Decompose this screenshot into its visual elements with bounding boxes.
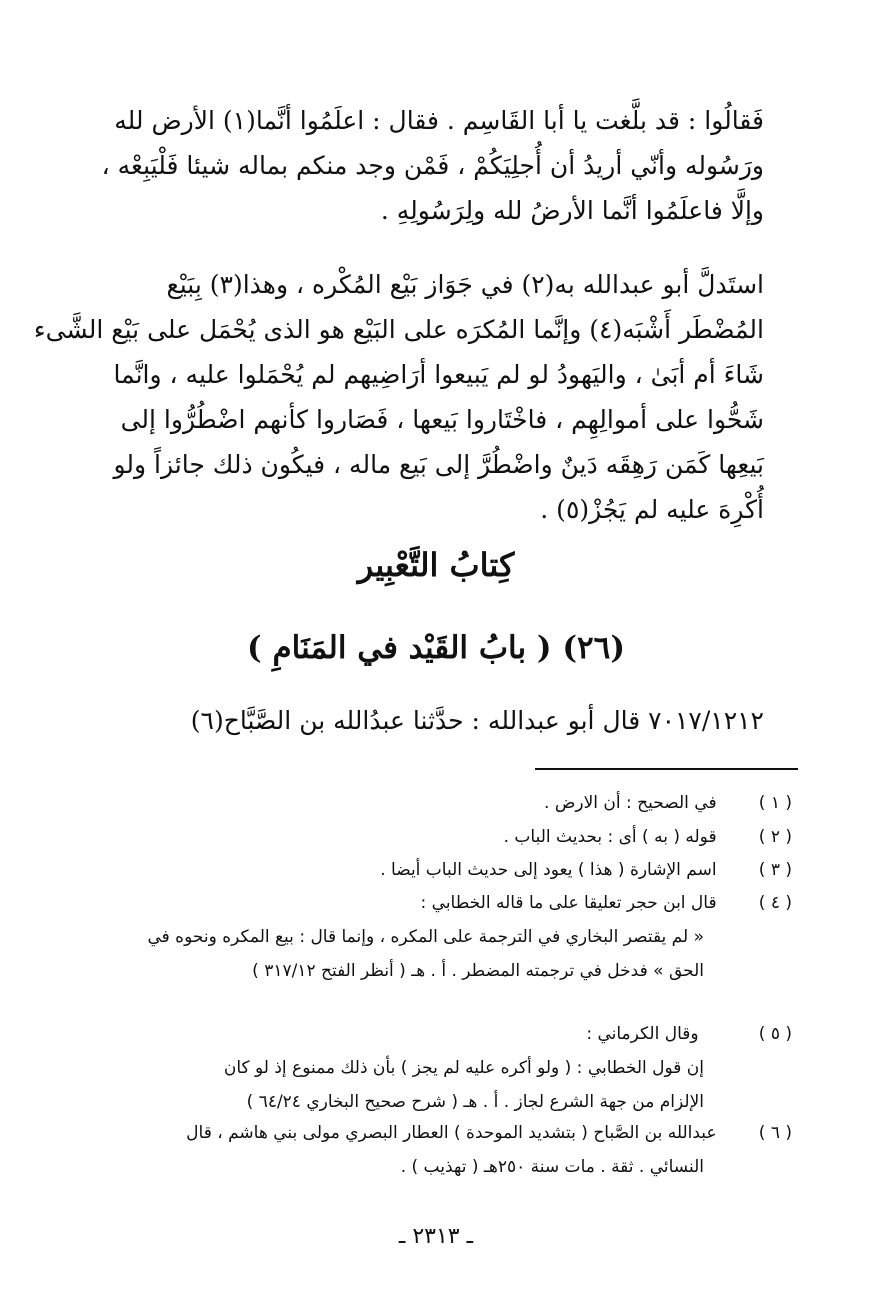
text-line: بَيعِها كَمَن رَهِقَه دَينٌ واضْطُرَّ إلى بَيع ماله ، فيكُون ذلك جائزاً ولو bbox=[113, 450, 764, 479]
footnote-text: « لم يقتصر البخاري في الترجمة على المكره ، وإنما قال : بيع المكره ونحوه في bbox=[147, 927, 704, 947]
footnote-text: قال ابن حجر تعليقا على ما قاله الخطابي : bbox=[420, 893, 717, 913]
footnote-number: ( ٣ ) bbox=[758, 860, 792, 880]
footnote-number: ( ٢ ) bbox=[758, 827, 792, 847]
chapter-title: (٢٦) ( بابُ القَيْد في المَنَامِ ) bbox=[247, 630, 625, 666]
footnote-number: ( ٥ ) bbox=[758, 1024, 792, 1044]
text-line: استَدلَّ أبو عبدالله به(٢) في جَوَاز بَيْع المُكْره ، وهذا(٣) بِبَيْع bbox=[166, 270, 764, 299]
body-paragraph-1 bbox=[101, 98, 764, 233]
footnote-number: ( ٤ ) bbox=[758, 893, 792, 913]
footnote-text: الإلزام من جهة الشرع لجاز . أ . هـ ( شرح صحيح البخاري ٦٤/٢٤ ) bbox=[246, 1092, 704, 1112]
footnote-text: النسائي . ثقة . مات سنة ٢٥٠هـ ( تهذيب ) . bbox=[400, 1157, 704, 1177]
hadith-isnad-line: ٧٠١٧/١٢١٢ قال أبو عبدالله : حدَّثنا عبدُالله بن الصَّبَّاح(٦) bbox=[190, 706, 764, 735]
footnote-text: الحق » فدخل في ترجمته المضطر . أ . هـ ( أنظر الفتح ٣١٧/١٢ ) bbox=[252, 961, 704, 981]
footnote-6 bbox=[108, 1116, 792, 1184]
text-line: شَاءَ أم أبَىٰ ، واليَهودُ لو لم يَبيعوا أرَاضِيهم لم يُحْمَلوا عليه ، وانَّما bbox=[113, 360, 764, 389]
footnote-text: إن قول الخطابي : ( ولو أكره عليه لم يجز ) بأن ذلك ممنوع إذ لو كان bbox=[223, 1058, 704, 1078]
page-number: ـ ٢٣١٣ ـ bbox=[398, 1224, 474, 1249]
footnote-text: وقال الكرماني : bbox=[586, 1024, 699, 1044]
text-line: شَحُّوا على أموالِهِم ، فاخْتَاروا بَيعها ، فَصَاروا كأنهم اضْطُرُّوا إلى bbox=[120, 405, 764, 434]
footnote-1 bbox=[108, 786, 792, 820]
text-line: المُضْطَر أَشْبَه(٤) وإنَّما المُكرَه على البَيْع هو الذى يُحْمَل على بَيْع الشَّىء bbox=[33, 315, 764, 344]
book-title: كِتابُ التَّعْبِير bbox=[357, 546, 515, 584]
text-line: ورَسُوله وأنّي أريدُ أن أُجلِيَكُمْ ، فَمْن وجد منكم بماله شيئا فَلْيَبِعْه ، bbox=[101, 151, 764, 180]
footnote-text: اسم الإشارة ( هذا ) يعود إلى حديث الباب أيضا . bbox=[380, 860, 717, 880]
body-paragraph-2 bbox=[33, 262, 764, 532]
footnote-text: قوله ( به ) أى : بحديث الباب . bbox=[503, 827, 717, 847]
footnote-5 bbox=[108, 1017, 792, 1119]
text-line: فَقالُوا : قد بلَّغت يا أبا القَاسِم . فقال : اعلَمُوا أنَّما(١) الأرض لله bbox=[114, 106, 764, 135]
text-line: أُكْرِهَ عليه لم يَجُزْ(٥) . bbox=[540, 495, 764, 524]
footnote-divider bbox=[535, 768, 798, 770]
footnote-4 bbox=[108, 886, 792, 988]
footnote-number: ( ٦ ) bbox=[758, 1123, 792, 1143]
footnote-2 bbox=[108, 820, 792, 854]
footnote-text: في الصحيح : أن الارض . bbox=[544, 793, 717, 813]
footnote-text: عبدالله بن الصَّباح ( بتشديد الموحدة ) العطار البصري مولى بني هاشم ، قال bbox=[186, 1123, 717, 1143]
footnote-number: ( ١ ) bbox=[758, 793, 792, 813]
text-line: وإلَّا فاعلَمُوا أنَّما الأرضُ لله ولِرَسُولِهِ . bbox=[380, 196, 764, 225]
footnote-3 bbox=[108, 853, 792, 887]
